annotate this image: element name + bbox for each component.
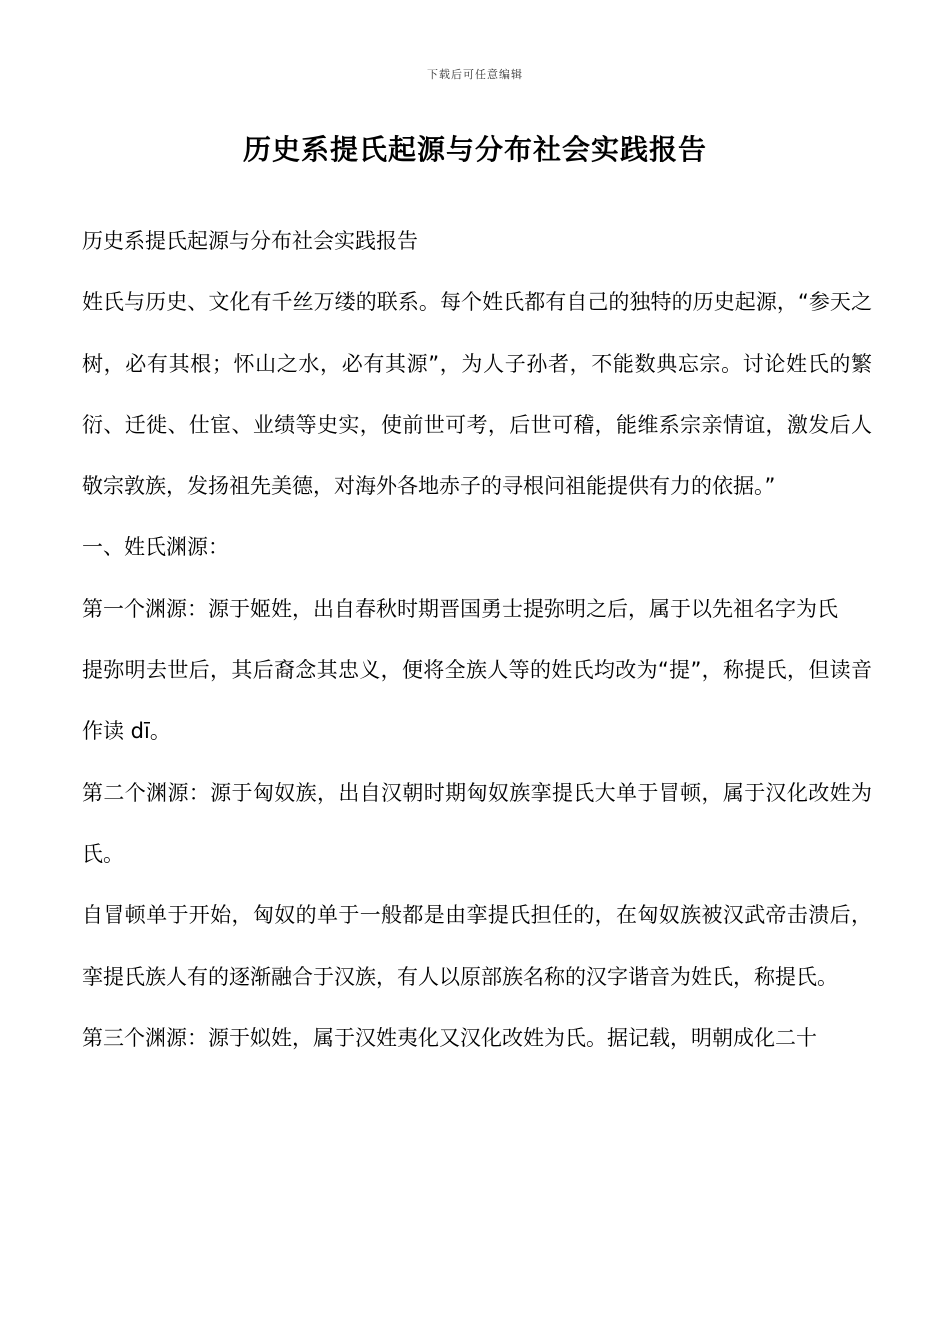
- paragraph-origin-1-detail: 提弥明去世后，其后裔念其忠义，便将全族人等的姓氏均改为“提”，称提氏，但读音作读 dī。: [82, 658, 872, 744]
- paragraph-intro: 姓氏与历史、文化有千丝万缕的联系。每个姓氏都有自己的独特的历史起源，“参天之树，必有其根；怀山之水，必有其源”，为人子孙者，不能数典忘宗。讨论姓氏的繁衍、迁徙、仕宦、业绩等史实，使前世可考，后世可稽，能维系宗亲情谊，激发后人敬宗敦族，发扬祖先美德，对海外各地赤子的寻根问祖能提供有力的依据。”: [82, 290, 872, 499]
- paragraph-origin-2: 第二个渊源：源于匈奴族，出自汉朝时期匈奴族挛提氏大单于冒顿，属于汉化改姓为氏。: [82, 780, 872, 866]
- document-body: [82, 211, 872, 1069]
- document-title: 历史系提氏起源与分布社会实践报告: [242, 133, 707, 166]
- paragraph-origin-3: 第三个渊源：源于姒姓，属于汉姓夷化又汉化改姓为氏。据记载，明朝成化二十: [82, 1025, 817, 1050]
- header-note: 下载后可任意编辑: [427, 68, 523, 81]
- paragraph-origin-2-detail: 自冒顿单于开始，匈奴的单于一般都是由挛提氏担任的，在匈奴族被汉武帝击溃后，挛提氏族人有的逐渐融合于汉族，有人以原部族名称的汉字谐音为姓氏，称提氏。: [82, 903, 872, 989]
- paragraph-subtitle: 历史系提氏起源与分布社会实践报告: [82, 229, 418, 253]
- section-heading: 一、姓氏渊源：: [82, 535, 229, 560]
- paragraph-origin-1: 第一个渊源：源于姬姓，出自春秋时期晋国勇士提弥明之后，属于以先祖名字为氏: [82, 596, 838, 621]
